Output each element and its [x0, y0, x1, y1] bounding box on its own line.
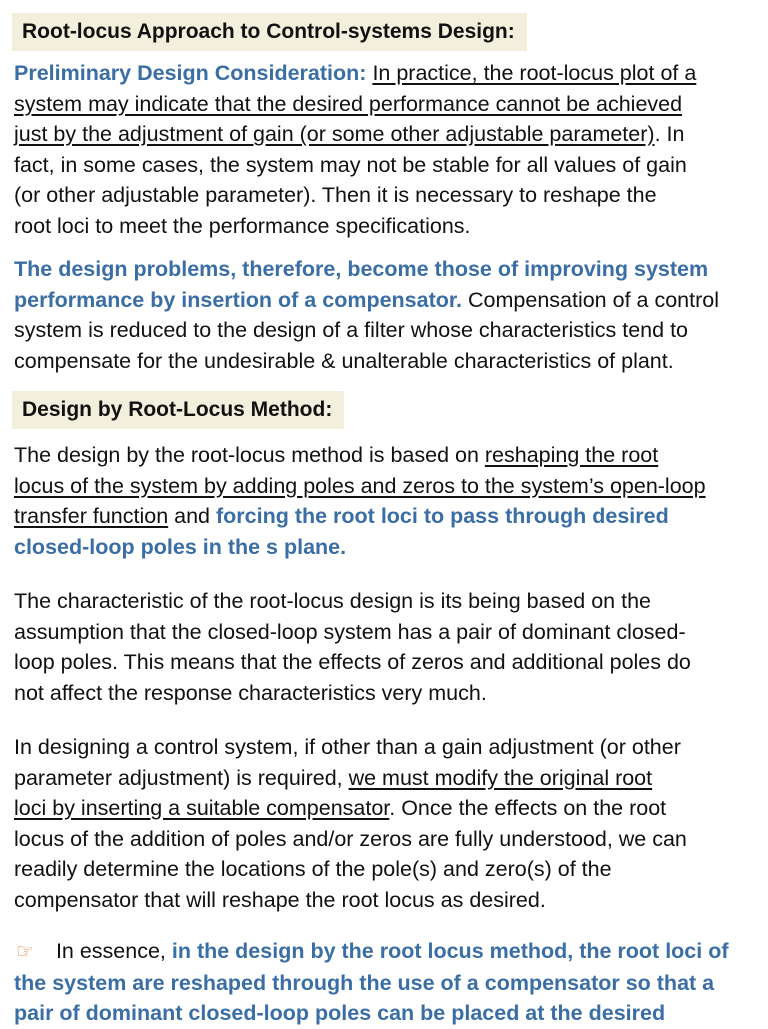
section-heading-design-by-root-locus: Design by Root-Locus Method:	[12, 391, 344, 429]
emphasis-text: forcing the root loci to pass through desired	[216, 504, 669, 528]
underlined-text: transfer function	[14, 504, 169, 528]
underlined-text: reshaping the root	[484, 443, 659, 467]
line: readily determine the locations of the pole(s) and zero(s) of the	[14, 857, 612, 881]
paragraph-preliminary-design	[14, 58, 766, 241]
line: The characteristic of the root-locus design is its being based on the	[14, 589, 651, 613]
line	[14, 501, 766, 532]
line: system is reduced to the design of a filter whose characteristics tend to	[14, 318, 688, 342]
underlined-text: loci by inserting a suitable compensator	[14, 796, 390, 820]
emphasis-line: pair of dominant closed-loop poles can be placed at the desired	[14, 1001, 666, 1025]
emphasis-text: performance by insertion of a compensator.	[14, 287, 463, 312]
text: and	[168, 504, 216, 528]
paragraph-design-method	[14, 440, 766, 562]
emphasis-line: closed-loop poles in the s plane.	[14, 534, 347, 559]
emphasis-line: The design problems, therefore, become those of improving system	[14, 257, 709, 281]
line	[14, 58, 766, 89]
line	[14, 936, 766, 968]
line	[14, 285, 766, 316]
line: loop poles. This means that the effects of zeros and additional poles do	[14, 650, 691, 674]
line: (or other adjustable parameter). Then it is necessary to reshape the	[14, 183, 657, 207]
line	[14, 763, 766, 794]
line	[14, 793, 766, 824]
underlined-text: just by the adjustment of gain (or some other adjustable parameter)	[14, 122, 655, 146]
line: fact, in some cases, the system may not be stable for all values of gain	[14, 152, 687, 177]
line: assumption that the closed-loop system has a pair of dominant closed-	[14, 619, 686, 644]
section-heading-root-locus-approach: Root-locus Approach to Control-systems Design:	[12, 13, 527, 51]
text: In essence,	[55, 939, 172, 963]
underlined-text: we must modify the original root	[348, 765, 653, 790]
paragraph-in-essence	[14, 936, 766, 1029]
underlined-text: In practice, the root-locus plot of a	[372, 61, 697, 85]
text: Compensation of a control	[462, 287, 719, 312]
pointing-hand-icon: ☞	[16, 941, 34, 963]
text: . Once the effects on the root	[389, 796, 667, 820]
paragraph-designing-control-system	[14, 732, 766, 915]
line	[14, 440, 766, 471]
text: parameter adjustment) is required,	[14, 765, 349, 790]
line: compensate for the undesirable & unalterable characteristics of plant.	[14, 348, 674, 373]
line	[14, 119, 766, 150]
underlined-line: system may indicate that the desired performance cannot be achieved	[14, 91, 683, 116]
underlined-line: locus of the system by adding poles and zeros to the system’s open-loop	[14, 473, 706, 498]
paragraph-design-problems	[14, 254, 766, 376]
emphasis-line: the system are reshaped through the use of a compensator so that a	[14, 970, 715, 995]
line: locus of the addition of poles and/or zeros are fully understood, we can	[14, 826, 687, 851]
line: compensator that will reshape the root locus as desired.	[14, 887, 546, 912]
text: . In	[654, 122, 685, 146]
preliminary-label: Preliminary Design Consideration:	[14, 61, 367, 85]
paragraph-characteristic	[14, 586, 766, 708]
line: not affect the response characteristics very much.	[14, 680, 487, 705]
emphasis-text: in the design by the root locus method, the root loci of	[171, 939, 729, 963]
text: The design by the root-locus method is based on	[14, 443, 485, 467]
line: root loci to meet the performance specifications.	[14, 213, 471, 238]
line: In designing a control system, if other than a gain adjustment (or other	[14, 735, 681, 759]
